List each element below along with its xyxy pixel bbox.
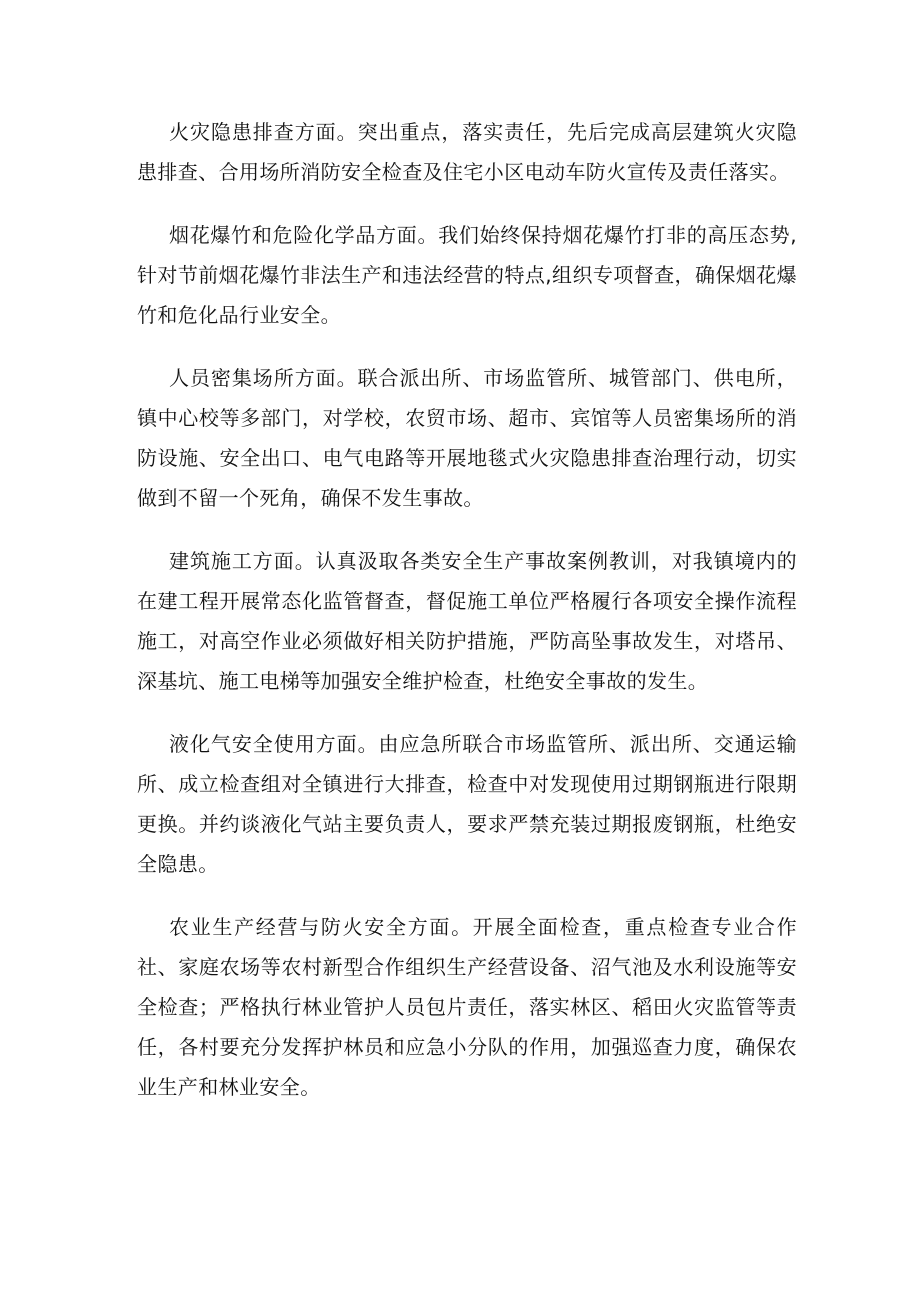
paragraph-lpg-safety: 液化气安全使用方面。由应急所联合市场监管所、派出所、交通运输所、成立检查组对全镇进行大排查，检查中对发现使用过期钢瓶进行限期更换。并约谈液化气站主要负责人，要求严禁充装过期报废钢瓶，杜绝安全隐患。 [137, 732, 797, 876]
paragraph-agriculture-fire: 农业生产经营与防火安全方面。开展全面检查，重点检查专业合作社、家庭农场等农村新型合作组织生产经营设备、沼气池及水利设施等安全检查；严格执行林业管护人员包片责任，落实林区、稻田火灾监管等责任，各村要充分发挥护林员和应急小分队的作用，加强巡查力度，确保农业生产和林业安全。 [137, 915, 797, 1099]
paragraph-fire-hazard: 火灾隐患排查方面。突出重点，落实责任，先后完成高层建筑火灾隐患排查、合用场所消防安全检查及住宅小区电动车防火宣传及责任落实。 [137, 120, 797, 184]
paragraph-fireworks-chemicals: 烟花爆竹和危险化学品方面。我们始终保持烟花爆竹打非的高压态势,针对节前烟花爆竹非法生产和违法经营的特点,组织专项督查，确保烟花爆竹和危化品行业安全。 [137, 223, 797, 327]
document-body [137, 112, 797, 1130]
paragraph-crowded-places: 人员密集场所方面。联合派出所、市场监管所、城管部门、供电所，镇中心校等多部门，对学校，农贸市场、超市、宾馆等人员密集场所的消防设施、安全出口、电气电路等开展地毯式火灾隐患排查治理行动，切实做到不留一个死角，确保不发生事故。 [137, 366, 797, 510]
paragraph-construction: 建筑施工方面。认真汲取各类安全生产事故案例教训，对我镇境内的在建工程开展常态化监管督查，督促施工单位严格履行各项安全操作流程施工，对高空作业必须做好相关防护措施，严防高坠事故发生，对塔吊、深基坑、施工电梯等加强安全维护检查，杜绝安全事故的发生。 [137, 549, 797, 693]
